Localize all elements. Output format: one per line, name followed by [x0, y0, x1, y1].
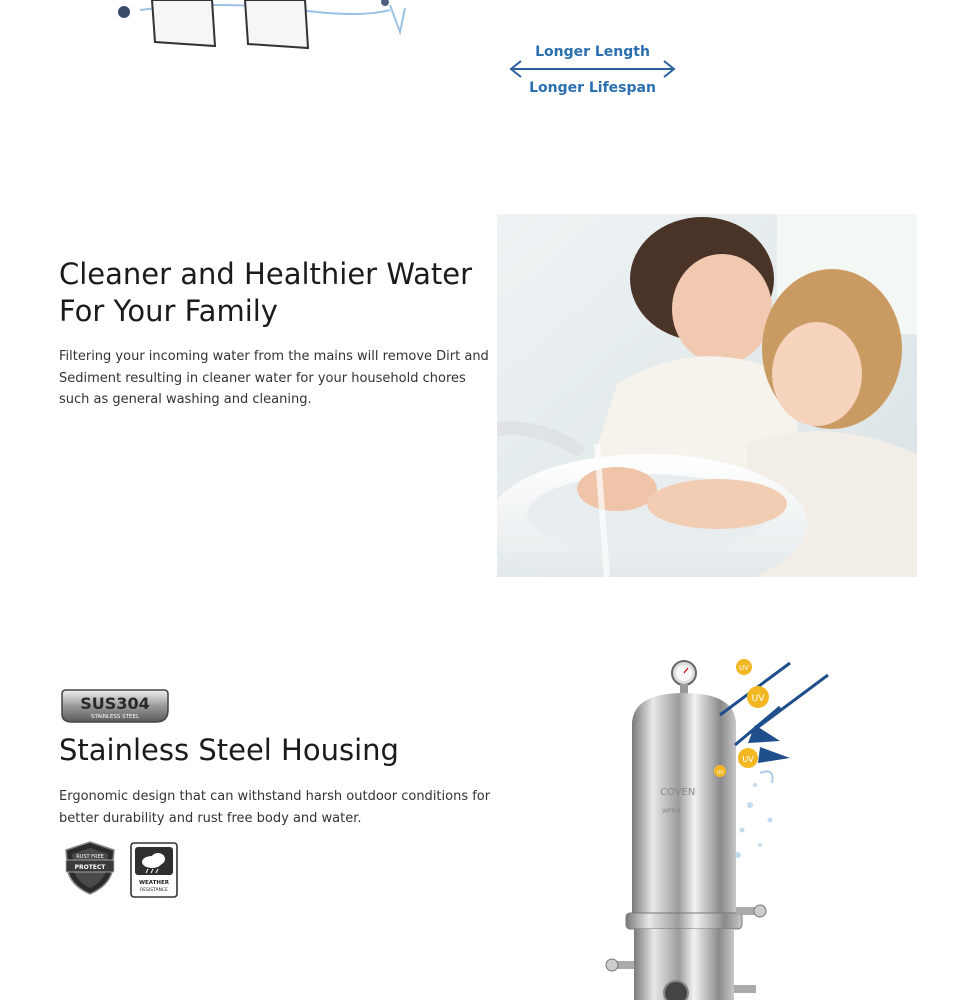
uv-label-4: UV [716, 770, 724, 776]
weather-cloud-icon [130, 842, 178, 898]
protect-label: PROTECT [74, 864, 106, 871]
steel-section-body: Ergonomic design that can withstand harsh outdoor conditions for better durability and rust free body and water. [59, 789, 491, 826]
family-title-line1: Cleaner and Healthier Water [59, 257, 473, 291]
shield-icon [62, 840, 118, 896]
longer-length-label: Longer Length [535, 44, 650, 60]
family-section-body: Filtering your incoming water from the mains will remove Dirt and Sediment resulting in cleaner water for your household chores such as general washing and cleaning. [59, 349, 489, 407]
double-arrow-icon [505, 58, 680, 80]
family-title-line2: For Your Family [59, 294, 278, 328]
weather-label: WEATHER [138, 880, 170, 886]
housing-brand: COVEN [660, 787, 696, 798]
steel-section-title: Stainless Steel Housing [59, 733, 399, 767]
sus304-badge-subtext: STAINLESS STEEL [90, 714, 140, 720]
sus304-badge-text: SUS304 [80, 694, 150, 713]
filter-pads-illustration [100, 0, 430, 60]
mother-child-washing-photo [497, 214, 917, 577]
stainless-housing-illustration [600, 655, 840, 1000]
housing-model: WPRO [662, 808, 681, 815]
longer-lifespan-label: Longer Lifespan [529, 80, 656, 96]
family-section-title [59, 256, 489, 330]
rust-free-label: RUST FREE [76, 854, 104, 860]
uv-label-1: UV [739, 664, 749, 672]
uv-label-2: UV [751, 694, 765, 704]
resistance-label: RESISTANCE [140, 888, 168, 893]
lifespan-indicator [505, 40, 680, 106]
sus304-badge [60, 688, 170, 724]
uv-label-3: UV [742, 755, 754, 764]
